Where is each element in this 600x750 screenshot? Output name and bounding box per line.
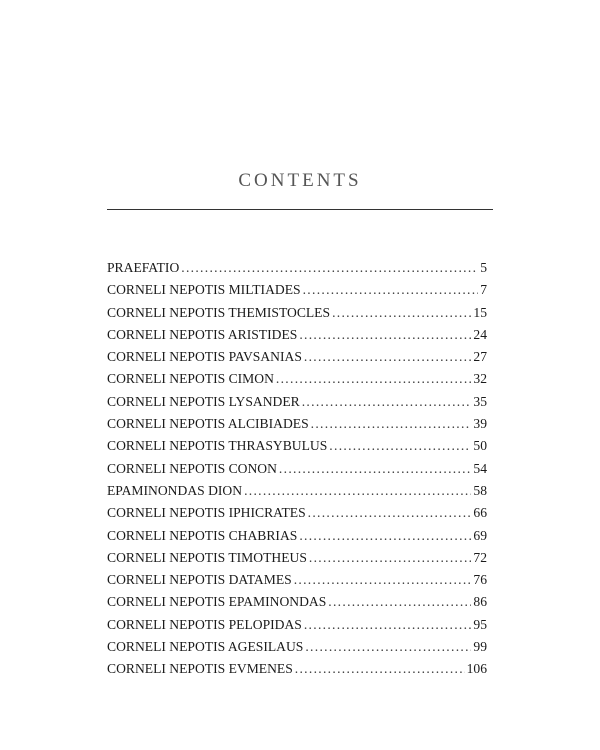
toc-entry-title: CORNELI NEPOTIS CHABRIAS (107, 527, 298, 543)
toc-entry-title: CORNELI NEPOTIS PAVSANIAS (107, 349, 302, 365)
toc-entry-title: CORNELI NEPOTIS EVMENES (107, 661, 293, 677)
toc-entry-title: CORNELI NEPOTIS THEMISTOCLES (107, 304, 331, 320)
toc-entry-title: CORNELI NEPOTIS ARISTIDES (107, 326, 298, 342)
toc-entry-page-number: 32 (473, 371, 487, 387)
toc-entry (107, 614, 487, 636)
toc-entry-page-number: 58 (473, 482, 487, 498)
toc-entry (107, 435, 487, 457)
toc-entry-title: CORNELI NEPOTIS THRASYBULUS (107, 438, 328, 454)
toc-dot-leader (299, 324, 471, 346)
toc-entry-title: EPAMINONDAS DION (107, 482, 243, 498)
toc-entry (107, 324, 487, 346)
toc-entry-title: CORNELI NEPOTIS LYSANDER (107, 393, 300, 409)
toc-dot-leader (295, 658, 465, 680)
toc-entry-page-number: 35 (473, 393, 487, 409)
toc-entry-title: CORNELI NEPOTIS CONON (107, 460, 277, 476)
toc-dot-leader (308, 502, 472, 524)
toc-entry-page-number: 27 (473, 349, 487, 365)
toc-entry (107, 368, 487, 390)
toc-entry-page-number: 5 (480, 260, 487, 275)
toc-entry-title: CORNELI NEPOTIS PELOPIDAS (107, 616, 302, 632)
toc-entry-page-number: 15 (473, 304, 487, 320)
toc-dot-leader (303, 279, 479, 301)
toc-dot-leader (305, 636, 471, 658)
contents-heading: CONTENTS (238, 170, 362, 191)
toc-entry-title: CORNELI NEPOTIS DATAMES (107, 572, 292, 588)
toc-entry (107, 480, 487, 502)
toc-entry-title: CORNELI NEPOTIS ALCIBIADES (107, 416, 309, 432)
toc-entry-page-number: 39 (473, 416, 487, 432)
toc-entry (107, 591, 487, 613)
toc-entry-title: CORNELI NEPOTIS EPAMINONDAS (107, 594, 327, 610)
toc-dot-leader (304, 346, 472, 368)
toc-entry-page-number: 54 (473, 460, 487, 476)
toc-entry (107, 413, 487, 435)
toc-entry-title: PRAEFATIO (107, 260, 180, 275)
toc-entry (107, 391, 487, 413)
toc-entry (107, 636, 487, 658)
toc-dot-leader (309, 547, 472, 569)
toc-entry (107, 257, 487, 279)
toc-entry (107, 279, 487, 301)
toc-entry-title: CORNELI NEPOTIS AGESILAUS (107, 639, 304, 655)
toc-entry-page-number: 72 (473, 549, 487, 565)
toc-entry (107, 525, 487, 547)
toc-entry-page-number: 86 (473, 594, 487, 610)
toc-entry-page-number: 106 (466, 661, 487, 677)
toc-entry-title: CORNELI NEPOTIS TIMOTHEUS (107, 549, 307, 565)
toc-dot-leader (181, 257, 478, 279)
toc-dot-leader (329, 435, 471, 457)
toc-entry-page-number: 76 (473, 572, 487, 588)
toc-entry (107, 458, 487, 480)
toc-entry (107, 502, 487, 524)
toc-entry-title: CORNELI NEPOTIS CIMON (107, 371, 274, 387)
toc-entry-page-number: 95 (473, 616, 487, 632)
toc-dot-leader (294, 569, 472, 591)
toc-dot-leader (276, 368, 472, 390)
heading-rule (107, 209, 493, 210)
toc-entry-page-number: 69 (473, 527, 487, 543)
toc-entry (107, 547, 487, 569)
toc-entry-page-number: 7 (480, 282, 487, 298)
toc-dot-leader (311, 413, 472, 435)
toc-entry-page-number: 99 (473, 639, 487, 655)
toc-entry-page-number: 66 (473, 505, 487, 521)
toc-entry-title: CORNELI NEPOTIS MILTIADES (107, 282, 301, 298)
toc-dot-leader (299, 525, 471, 547)
toc-entry-page-number: 50 (473, 438, 487, 454)
toc-dot-leader (332, 302, 471, 324)
toc-entry-title: CORNELI NEPOTIS IPHICRATES (107, 505, 306, 521)
toc-entry (107, 569, 487, 591)
table-of-contents (107, 257, 487, 681)
toc-dot-leader (279, 458, 471, 480)
toc-entry (107, 346, 487, 368)
toc-dot-leader (304, 614, 472, 636)
toc-dot-leader (328, 591, 471, 613)
toc-entry-page-number: 24 (473, 326, 487, 342)
toc-dot-leader (302, 391, 472, 413)
toc-entry (107, 658, 487, 680)
toc-entry (107, 302, 487, 324)
toc-dot-leader (244, 480, 471, 502)
